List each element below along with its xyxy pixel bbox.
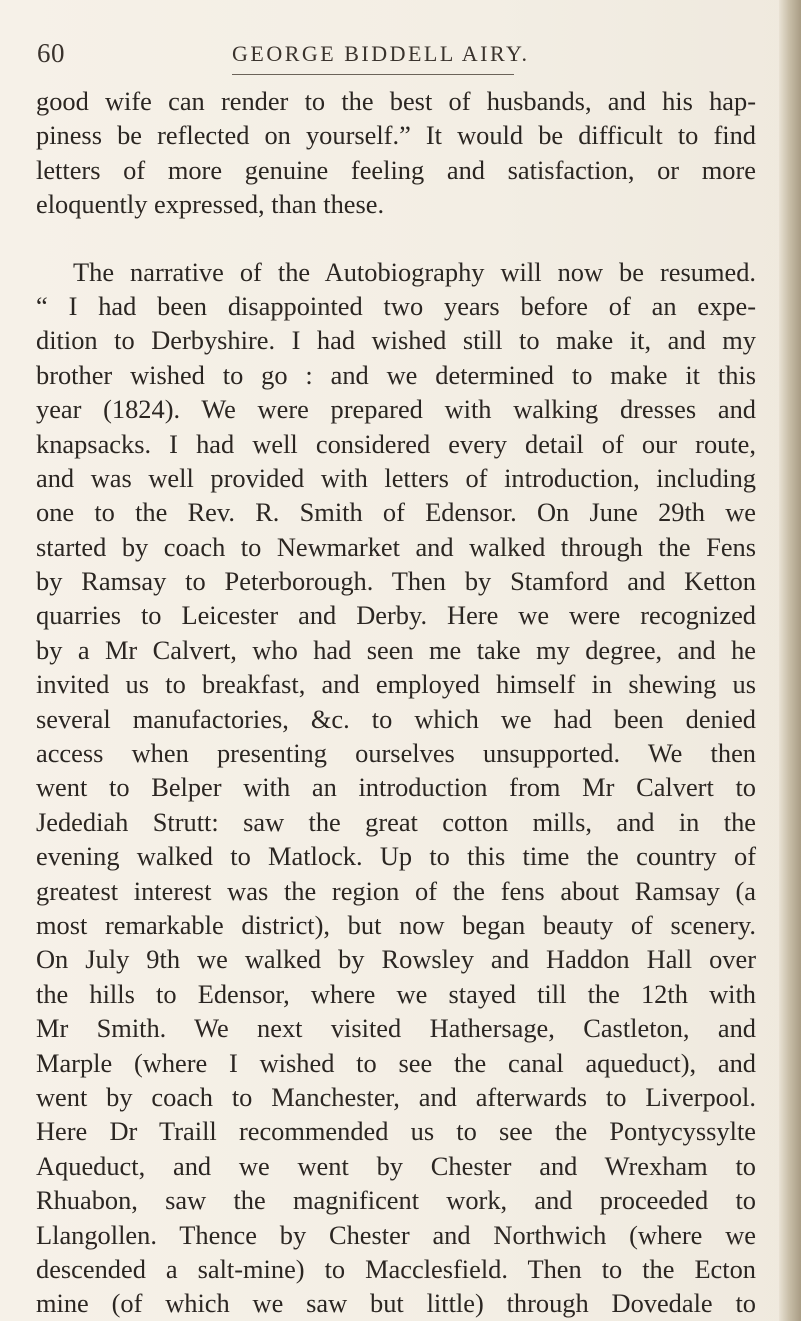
body-text	[36, 84, 756, 1321]
text-line: good wife can render to the best of husbands, and his hap-	[36, 86, 756, 116]
text-line: eloquently expressed, than these.	[36, 189, 385, 220]
text-line: most remarkable district), but now began beauty of scenery.	[36, 909, 756, 940]
text-line: Mr Smith. We next visited Hathersage, Castleton, and	[36, 1013, 756, 1044]
text-line: by Ramsay to Peterborough. Then by Stamford and Ketton	[36, 566, 756, 597]
paragraph-gap	[36, 222, 756, 255]
text-line: invited us to breakfast, and employed himself in shewing us	[36, 669, 756, 700]
text-line: mine (of which we saw but little) through Dovedale to	[36, 1288, 756, 1319]
paragraph	[36, 255, 756, 1321]
text-line: Marple (where I wished to see the canal aqueduct), and	[36, 1047, 756, 1078]
text-line: “ I had been disappointed two years before of an expe-	[36, 290, 756, 321]
text-line: and was well provided with letters of introduction, including	[36, 462, 756, 493]
text-line: Rhuabon, saw the magnificent work, and proceeded to	[36, 1185, 756, 1216]
header-rule	[232, 74, 514, 75]
text-line: letters of more genuine feeling and satisfaction, or more	[36, 154, 756, 185]
text-line: by a Mr Calvert, who had seen me take my degree, and he	[36, 634, 756, 665]
text-line: went to Belper with an introduction from Mr Calvert to	[36, 772, 756, 803]
text-line: Aqueduct, and we went by Chester and Wrexham to	[36, 1150, 756, 1181]
text-line: greatest interest was the region of the fens about Ramsay (a	[36, 875, 756, 906]
page-header	[0, 38, 760, 72]
text-line: piness be reflected on yourself.” It would be difficult to find	[36, 120, 756, 151]
text-line: Jedediah Strutt: saw the great cotton mills, and in the	[36, 806, 756, 837]
text-line: dition to Derbyshire. I had wished still to make it, and my	[36, 325, 756, 356]
text-line: evening walked to Matlock. Up to this time the country of	[36, 841, 756, 872]
text-line: the hills to Edensor, where we stayed till the 12th with	[36, 978, 756, 1009]
text-line: knapsacks. I had well considered every detail of our route,	[36, 428, 756, 459]
page-number: 60	[37, 38, 65, 68]
text-line: access when presenting ourselves unsupported. We then	[36, 738, 756, 769]
text-line: brother wished to go : and we determined to make it this	[36, 359, 756, 390]
text-line: Llangollen. Thence by Chester and Northwich (where we	[36, 1219, 756, 1250]
page-edge	[779, 0, 801, 1321]
running-head: GEORGE BIDDELL AIRY.	[232, 41, 530, 66]
text-line: several manufactories, &c. to which we had been denied	[36, 703, 756, 734]
text-line: went by coach to Manchester, and afterwards to Liverpool.	[36, 1081, 756, 1112]
text-line: The narrative of the Autobiography will now be resumed.	[73, 256, 756, 287]
text-line: descended a salt-mine) to Macclesfield. Then to the Ecton	[36, 1253, 756, 1284]
text-line: quarries to Leicester and Derby. Here we were recognized	[36, 600, 756, 631]
text-line: On July 9th we walked by Rowsley and Haddon Hall over	[36, 944, 756, 975]
text-line: one to the Rev. R. Smith of Edensor. On June 29th we	[36, 497, 756, 528]
text-line: year (1824). We were prepared with walking dresses and	[36, 394, 756, 425]
paragraph	[36, 84, 756, 222]
text-line: Here Dr Traill recommended us to see the Pontycyssylte	[36, 1116, 756, 1147]
text-line: started by coach to Newmarket and walked through the Fens	[36, 531, 756, 562]
